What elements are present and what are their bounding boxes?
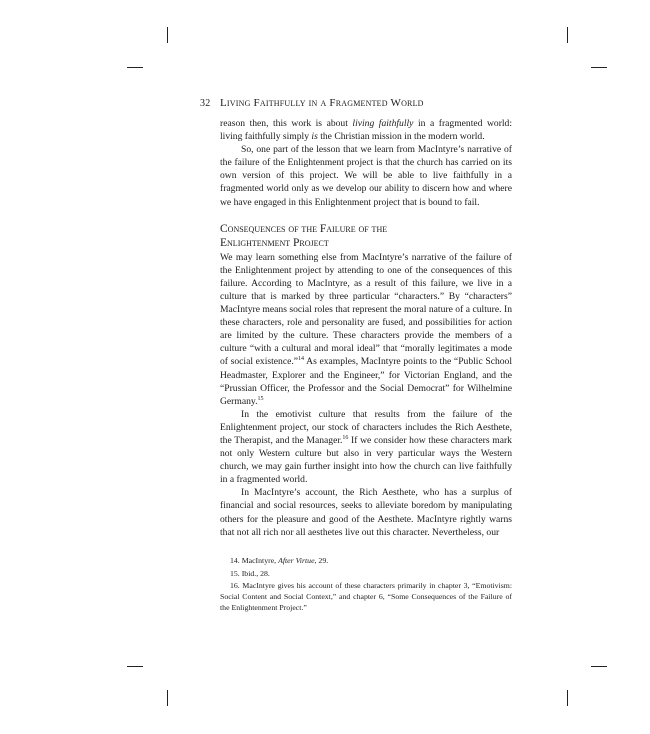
footnote-ref-14: 14 xyxy=(298,356,305,363)
footnote-ref-16: 16 xyxy=(342,434,349,441)
running-title: Living Faithfully in a Fragmented World xyxy=(220,97,424,109)
footnotes xyxy=(220,556,512,616)
paragraph: In MacIntyre’s account, the Rich Aesthete, who has a surplus of financial and social resources, seeks to alleviate boredom by manipulating others for the pleasure and good of the Aesthete. MacIntyre rightly warns that not all rich nor all aesthetes live out this character. Nevertheless, our xyxy=(220,487,512,538)
crop-mark-left-lower xyxy=(127,666,143,667)
paragraph: We may learn something else from MacIntyre’s narrative of the failure of the Enlightenment project by attending to one of the consequences of this failure. According to MacIntyre, as a result of this failure, we live in a culture that is marked by three particular “characters.” By “characters” MacIntyre means social roles that represent the moral nature of a culture. In these characters, role and personality are fused, and possibilities for action are limited by the culture. These characters provide the members of a culture “with a cultural and moral ideal” that “morally legitimates a mode of social existence.”$^{14}$ As examples, MacIntyre points to the “Public School Headmaster, Explorer and the Engineer,” for Victorian England, and the “Prussian Officer, the Professor and the Social Democrat” for Wilhelmine Germany.$^{15}$ xyxy=(220,251,513,407)
footnote-14: 14. MacIntyre, After Virtue, 29. xyxy=(230,556,329,565)
crop-mark-right-lower xyxy=(591,666,607,667)
crop-mark-top-right xyxy=(567,27,568,43)
paragraph: In the emotivist culture that results from the failure of the Enlightenment project, our stock of characters includes the Rich Aesthete, the Therapist, and the Manager.$^{16}$ If we consider how these characters mark not only Western culture but also in very particular ways the Western church, we may gain further insight into how the church can live faithfully in a fragmented world. xyxy=(220,408,512,486)
emphasis-living-faithfully: living faithfully xyxy=(352,118,414,129)
footnote-15: 15. Ibid., 28. xyxy=(230,568,270,578)
paragraph-continued: reason then, this work is about living faithfully in a fragmented world: living faithfully simply is the Christian mission in the modern world. xyxy=(220,118,513,143)
crop-mark-right-upper xyxy=(591,67,607,68)
crop-mark-left-upper xyxy=(127,67,143,68)
section-heading: Consequences of the Failure of the Enlightenment Project xyxy=(220,222,388,249)
paragraph: So, one part of the lesson that we learn from MacIntyre’s narrative of the failure of the Enlightenment project is that the church has carried on its own version of this project. We will be able to live faithfully in a fragmented world only as we develop our ability to discern how and where we have engaged in this Enlightenment project that is bound to fail. xyxy=(220,144,512,208)
crop-mark-bottom-left xyxy=(167,690,168,706)
footnote-16: 16. MacIntyre gives his account of these characters primarily in chapter 3, “Emotivism: Social Content and Social Context,” and chapter 6, “Some Consequences of the Failure of the Enlightenment Project.” xyxy=(220,581,512,612)
running-head xyxy=(200,97,512,109)
footnote-ref-15: 15 xyxy=(257,395,264,402)
body-text xyxy=(220,117,512,539)
emphasis-is: is xyxy=(311,131,318,143)
crop-mark-bottom-right xyxy=(567,690,568,706)
page-number: 32 xyxy=(200,98,211,109)
crop-mark-top-left xyxy=(167,27,168,43)
